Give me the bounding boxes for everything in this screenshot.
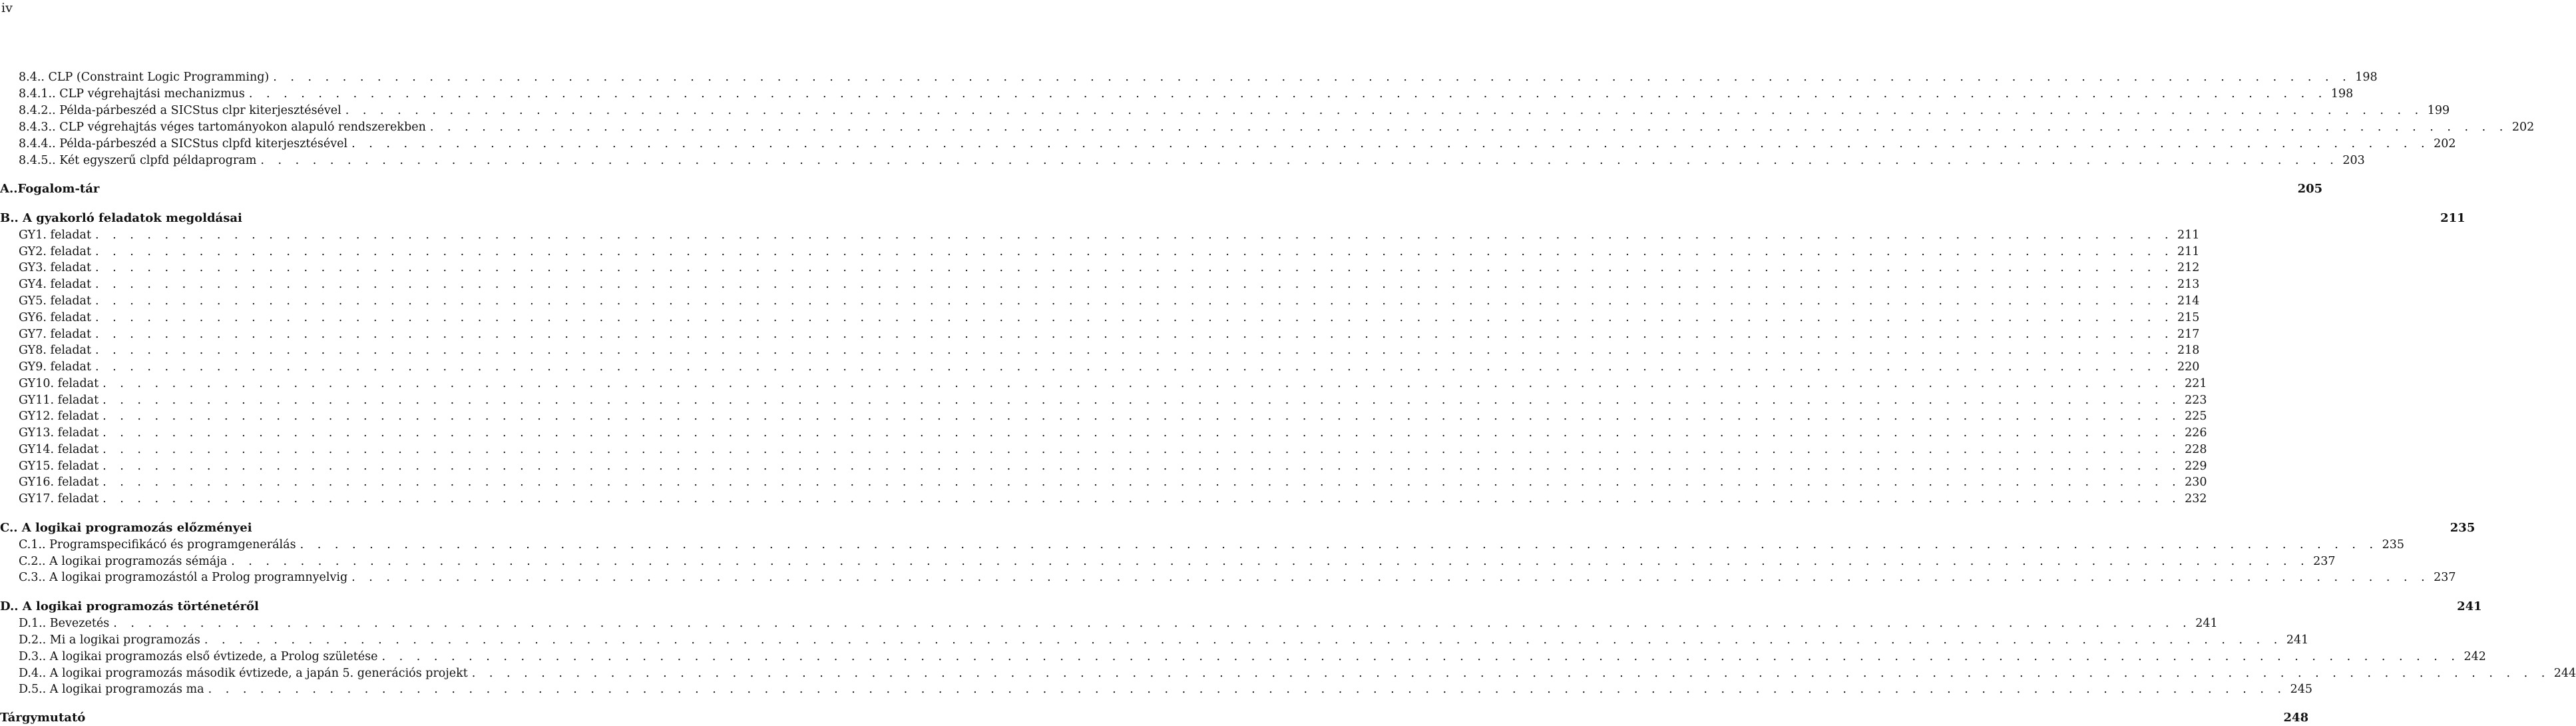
toc-page-number: 241 bbox=[2286, 633, 2309, 647]
toc-page-number: 199 bbox=[2427, 104, 2450, 117]
toc-page-number: 228 bbox=[2185, 443, 2207, 456]
toc-entry[interactable] bbox=[19, 425, 2207, 441]
dot-leader: . . . . . . . . . . . . . . . . . . . . . . . . . . . . . . . . . . . . . . . . . . . . . . . . . . . . . . . . . . . . . . . . . . . . . . . . . . . . . . . . . . . . . . . . . . . . . . . . . . . . . . . . . . . . . . . . . . . . . . . . bbox=[103, 410, 2181, 423]
toc-entry[interactable] bbox=[19, 276, 2200, 292]
dot-leader: . . . . . . . . . . . . . . . . . . . . . . . . . . . . . . . . . . . . . . . . . . . . . . . . . . . . . . . . . . . . . . . . . . . . . . . . . . . . . . . . . . . . . . . . . . . . . . . . . . . . . . . . . . . . . . . . . . . . . . . . bbox=[248, 87, 2327, 101]
toc-entry[interactable] bbox=[19, 681, 2312, 697]
toc-section-heading[interactable] bbox=[0, 599, 2482, 615]
toc-entry[interactable] bbox=[19, 326, 2200, 342]
toc-entry[interactable] bbox=[19, 342, 2200, 358]
toc-entry-title: GY1. feladat bbox=[19, 228, 92, 242]
toc-page-number: 242 bbox=[2464, 650, 2486, 663]
dot-leader: . . . . . . . . . . . . . . . . . . . . . . . . . . . . . . . . . . . . . . . . . . . . . . . . . . . . . . . . . . . . . . . . . . . . . . . . . . . . . . . . . . . . . . . . . . . . . . . . . . . . . . . . . . . . . . . . . . . . . . . . bbox=[204, 633, 2282, 647]
toc-page-number: 198 bbox=[2355, 71, 2378, 84]
toc-entry-title: GY17. feladat bbox=[19, 492, 99, 506]
toc-entry[interactable] bbox=[19, 474, 2207, 490]
toc-page-number: 241 bbox=[2195, 617, 2218, 630]
toc-entry-title: D.1.. Bevezetés bbox=[19, 617, 110, 630]
toc-page-number: 237 bbox=[2313, 555, 2336, 568]
toc-entry-title: C.2.. A logikai programozás sémája bbox=[19, 555, 228, 568]
toc-entry[interactable] bbox=[19, 665, 2576, 681]
toc-entry[interactable] bbox=[19, 119, 2535, 135]
toc-page-number: 241 bbox=[2457, 599, 2482, 613]
toc-entry[interactable] bbox=[19, 244, 2200, 260]
dot-leader: . . . . . . . . . . . . . . . . . . . . . . . . . . . . . . . . . . . . . . . . . . . . . . . . . . . . . . . . . . . . . . . . . . . . . . . . . . . . . . . . . . . . . . . . . . . . . . . . . . . . . . . . . . . . . . . . . . . . . . . . bbox=[95, 328, 2174, 341]
dot-leader: . . . . . . . . . . . . . . . . . . . . . . . . . . . . . . . . . . . . . . . . . . . . . . . . . . . . . . . . . . . . . . . . . . . . . . . . . . . . . . . . . . . . . . . . . . . . . . . . . . . . . . . . . . . . . . . . . . . . . . . . bbox=[95, 344, 2174, 357]
toc-entry-title: A..Fogalom-tár bbox=[0, 182, 100, 196]
toc-entry-title: C.. A logikai programozás előzményei bbox=[0, 521, 252, 535]
toc-page-number: 202 bbox=[2434, 137, 2456, 151]
toc-entry[interactable] bbox=[19, 86, 2354, 102]
toc-page-number: 223 bbox=[2185, 394, 2207, 407]
toc-page-number: 226 bbox=[2185, 426, 2207, 440]
toc-entry-title: D.4.. A logikai programozás második évtizede, a japán 5. generációs projekt bbox=[19, 667, 468, 680]
toc-entry[interactable] bbox=[19, 491, 2207, 507]
toc-page-number: 202 bbox=[2511, 121, 2535, 134]
dot-leader: . . . . . . . . . . . . . . . . . . . . . . . . . . . . . . . . . . . . . . . . . . . . . . . . . . . . . . . . . . . . . . . . . . . . . . . . . . . . . . . . . . . . . . . . . . . . . . . . . . . . . . . . . . . . . . . . . . . . . . . . bbox=[95, 228, 2174, 242]
toc-page-number: 232 bbox=[2185, 492, 2207, 506]
dot-leader: . . . . . . . . . . . . . . . . . . . . . . . . . . . . . . . . . . . . . . . . . . . . . . . . . . . . . . . . . . . . . . . . . . . . . . . . . . . . . . . . . . . . . . . . . . . . . . . . . . . . . . . . . . . . . . . . . . . . . . . . bbox=[103, 492, 2181, 506]
toc-page-number: 244 bbox=[2553, 667, 2576, 680]
toc-entry-title: C.3.. A logikai programozástól a Prolog programnyelvig bbox=[19, 571, 348, 584]
toc-page-number: 235 bbox=[2450, 521, 2475, 535]
toc-entry-title: 8.4.4.. Példa-párbeszéd a SICStus clpfd kiterjesztésével bbox=[19, 137, 348, 151]
toc-page-number: 217 bbox=[2177, 328, 2200, 341]
dot-leader: . . . . . . . . . . . . . . . . . . . . . . . . . . . . . . . . . . . . . . . . . . . . . . . . . . . . . . . . . . . . . . . . . . . . . . . . . . . . . . . . . . . . . . . . . . . . . . . . . . . . . . . . . . . . . . . . . . . . . . . . bbox=[471, 667, 2550, 680]
dot-leader: . . . . . . . . . . . . . . . . . . . . . . . . . . . . . . . . . . . . . . . . . . . . . . . . . . . . . . . . . . . . . . . . . . . . . . . . . . . . . . . . . . . . . . . . . . . . . . . . . . . . . . . . . . . . . . . . . . . . . . . . bbox=[300, 538, 2378, 551]
toc-page-number: 235 bbox=[2382, 538, 2404, 551]
toc-entry-title: GY16. feladat bbox=[19, 476, 99, 489]
toc-entry-title: GY10. feladat bbox=[19, 377, 99, 390]
toc-page-number: 218 bbox=[2177, 344, 2200, 357]
toc-entry-title: 8.4.. CLP (Constraint Logic Programming) bbox=[19, 71, 270, 84]
dot-leader: . . . . . . . . . . . . . . . . . . . . . . . . . . . . . . . . . . . . . . . . . . . . . . . . . . . . . . . . . . . . . . . . . . . . . . . . . . . . . . . . . . . . . . . . . . . . . . . . . . . . . . . . . . . . . . . . . . . . . . . . bbox=[95, 278, 2174, 291]
toc-entry-title: GY6. feladat bbox=[19, 311, 92, 324]
toc-entry[interactable] bbox=[19, 227, 2200, 243]
toc-entry-title: 8.4.2.. Példa-párbeszéd a SICStus clpr kiterjesztésével bbox=[19, 104, 341, 117]
toc-page-number: 212 bbox=[2177, 261, 2200, 274]
toc-entry-title: GY15. feladat bbox=[19, 460, 99, 473]
dot-leader: . . . . . . . . . . . . . . . . . . . . . . . . . . . . . . . . . . . . . . . . . . . . . . . . . . . . . . . . . . . . . . . . . . . . . . . . . . . . . . . . . . . . . . . . . . . . . . . . . . . . . . . . . . . . . . . . . . . . . . . . bbox=[208, 683, 2286, 696]
dot-leader: . . . . . . . . . . . . . . . . . . . . . . . . . . . . . . . . . . . . . . . . . . . . . . . . . . . . . . . . . . . . . . . . . . . . . . . . . . . . . . . . . . . . . . . . . . . . . . . . . . . . . . . . . . . . . . . . . . . . . . . . bbox=[103, 443, 2181, 456]
toc-entry[interactable] bbox=[19, 103, 2450, 119]
toc-entry-title: 8.4.1.. CLP végrehajtási mechanizmus bbox=[19, 87, 245, 101]
toc-entry-title: GY8. feladat bbox=[19, 344, 92, 357]
toc-section-heading[interactable] bbox=[0, 710, 2309, 726]
toc-entry[interactable] bbox=[19, 260, 2200, 276]
toc-page-number: 237 bbox=[2434, 571, 2456, 584]
toc-entry[interactable] bbox=[19, 392, 2207, 408]
toc-entry[interactable] bbox=[19, 569, 2456, 585]
toc-entry[interactable] bbox=[19, 408, 2207, 424]
toc-entry-title: GY9. feladat bbox=[19, 360, 92, 374]
toc-page-number: 203 bbox=[2342, 154, 2365, 167]
toc-page-number: 220 bbox=[2177, 360, 2200, 374]
dot-leader: . . . . . . . . . . . . . . . . . . . . . . . . . . . . . . . . . . . . . . . . . . . . . . . . . . . . . . . . . . . . . . . . . . . . . . . . . . . . . . . . . . . . . . . . . . . . . . . . . . . . . . . . . . . . . . . . . . . . . . . . bbox=[351, 571, 2430, 584]
dot-leader: . . . . . . . . . . . . . . . . . . . . . . . . . . . . . . . . . . . . . . . . . . . . . . . . . . . . . . . . . . . . . . . . . . . . . . . . . . . . . . . . . . . . . . . . . . . . . . . . . . . . . . . . . . . . . . . . . . . . . . . . bbox=[95, 245, 2174, 258]
dot-leader: . . . . . . . . . . . . . . . . . . . . . . . . . . . . . . . . . . . . . . . . . . . . . . . . . . . . . . . . . . . . . . . . . . . . . . . . . . . . . . . . . . . . . . . . . . . . . . . . . . . . . . . . . . . . . . . . . . . . . . . . bbox=[103, 426, 2181, 440]
dot-leader: . . . . . . . . . . . . . . . . . . . . . . . . . . . . . . . . . . . . . . . . . . . . . . . . . . . . . . . . . . . . . . . . . . . . . . . . . . . . . . . . . . . . . . . . . . . . . . . . . . . . . . . . . . . . . . . . . . . . . . . . bbox=[95, 294, 2174, 308]
toc-entry[interactable] bbox=[19, 136, 2456, 152]
toc-section-heading[interactable] bbox=[0, 210, 2466, 226]
toc-entry[interactable] bbox=[19, 293, 2200, 309]
dot-leader: . . . . . . . . . . . . . . . . . . . . . . . . . . . . . . . . . . . . . . . . . . . . . . . . . . . . . . . . . . . . . . . . . . . . . . . . . . . . . . . . . . . . . . . . . . . . . . . . . . . . . . . . . . . . . . . . . . . . . . . . bbox=[429, 121, 2508, 134]
toc-entry-title: B.. A gyakorló feladatok megoldásai bbox=[0, 211, 242, 225]
toc-entry-title: GY12. feladat bbox=[19, 410, 99, 423]
dot-leader: . . . . . . . . . . . . . . . . . . . . . . . . . . . . . . . . . . . . . . . . . . . . . . . . . . . . . . . . . . . . . . . . . . . . . . . . . . . . . . . . . . . . . . . . . . . . . . . . . . . . . . . . . . . . . . . . . . . . . . . . bbox=[103, 377, 2181, 390]
toc-page-number: 213 bbox=[2177, 278, 2200, 291]
toc-entry[interactable] bbox=[19, 153, 2365, 169]
toc-entry-title: GY13. feladat bbox=[19, 426, 99, 440]
dot-leader: . . . . . . . . . . . . . . . . . . . . . . . . . . . . . . . . . . . . . . . . . . . . . . . . . . . . . . . . . . . . . . . . . . . . . . . . . . . . . . . . . . . . . . . . . . . . . . . . . . . . . . . . . . . . . . . . . . . . . . . . bbox=[103, 394, 2181, 407]
toc-page-number: 215 bbox=[2177, 311, 2200, 324]
toc-entry[interactable] bbox=[19, 615, 2218, 631]
toc-page-number: 248 bbox=[2283, 711, 2309, 725]
toc-entry[interactable] bbox=[19, 553, 2336, 569]
dot-leader: . . . . . . . . . . . . . . . . . . . . . . . . . . . . . . . . . . . . . . . . . . . . . . . . . . . . . . . . . . . . . . . . . . . . . . . . . . . . . . . . . . . . . . . . . . . . . . . . . . . . . . . . . . . . . . . . . . . . . . . . bbox=[351, 137, 2430, 151]
toc-entry[interactable] bbox=[19, 359, 2200, 375]
toc-entry-title: 8.4.5.. Két egyszerű clpfd példaprogram bbox=[19, 154, 257, 167]
dot-leader: . . . . . . . . . . . . . . . . . . . . . . . . . . . . . . . . . . . . . . . . . . . . . . . . . . . . . . . . . . . . . . . . . . . . . . . . . . . . . . . . . . . . . . . . . . . . . . . . . . . . . . . . . . . . . . . . . . . . . . . . bbox=[231, 555, 2310, 568]
toc-entry[interactable] bbox=[19, 310, 2200, 326]
toc-entry-title: 8.4.3.. CLP végrehajtás véges tartományokon alapuló rendszerekben bbox=[19, 121, 426, 134]
dot-leader: . . . . . . . . . . . . . . . . . . . . . . . . . . . . . . . . . . . . . . . . . . . . . . . . . . . . . . . . . . . . . . . . . . . . . . . . . . . . . . . . . . . . . . . . . . . . . . . . . . . . . . . . . . . . . . . . . . . . . . . . bbox=[103, 460, 2181, 473]
toc-entry-title: D.. A logikai programozás történetéről bbox=[0, 599, 259, 613]
page-number: iv bbox=[1, 1, 13, 15]
toc-entry-title: C.1.. Programspecifikácó és programgenerálás bbox=[19, 538, 296, 551]
toc-entry[interactable] bbox=[19, 442, 2207, 458]
dot-leader: . . . . . . . . . . . . . . . . . . . . . . . . . . . . . . . . . . . . . . . . . . . . . . . . . . . . . . . . . . . . . . . . . . . . . . . . . . . . . . . . . . . . . . . . . . . . . . . . . . . . . . . . . . . . . . . . . . . . . . . . bbox=[95, 311, 2174, 324]
toc-page-number: 229 bbox=[2185, 460, 2207, 473]
toc-page-number: 205 bbox=[2297, 182, 2323, 196]
toc-page-number: 221 bbox=[2185, 377, 2207, 390]
dot-leader: . . . . . . . . . . . . . . . . . . . . . . . . . . . . . . . . . . . . . . . . . . . . . . . . . . . . . . . . . . . . . . . . . . . . . . . . . . . . . . . . . . . . . . . . . . . . . . . . . . . . . . . . . . . . . . . . . . . . . . . . bbox=[260, 154, 2339, 167]
toc-entry[interactable] bbox=[19, 69, 2378, 85]
toc-section-heading[interactable] bbox=[0, 181, 2323, 197]
toc-page-number: 230 bbox=[2185, 476, 2207, 489]
toc-entry-title: GY3. feladat bbox=[19, 261, 92, 274]
dot-leader: . . . . . . . . . . . . . . . . . . . . . . . . . . . . . . . . . . . . . . . . . . . . . . . . . . . . . . . . . . . . . . . . . . . . . . . . . . . . . . . . . . . . . . . . . . . . . . . . . . . . . . . . . . . . . . . . . . . . . . . . bbox=[345, 104, 2424, 117]
toc-entry-title: D.5.. A logikai programozás ma bbox=[19, 683, 204, 696]
toc-entry-title: GY2. feladat bbox=[19, 245, 92, 258]
toc-entry-title: GY11. feladat bbox=[19, 394, 99, 407]
toc-entry[interactable] bbox=[19, 632, 2309, 648]
dot-leader: . . . . . . . . . . . . . . . . . . . . . . . . . . . . . . . . . . . . . . . . . . . . . . . . . . . . . . . . . . . . . . . . . . . . . . . . . . . . . . . . . . . . . . . . . . . . . . . . . . . . . . . . . . . . . . . . . . . . . . . . bbox=[381, 650, 2460, 663]
toc-section-heading[interactable] bbox=[0, 520, 2475, 536]
toc-page-number: 198 bbox=[2330, 87, 2354, 101]
toc-entry-title: GY4. feladat bbox=[19, 278, 92, 291]
toc-page-number: 211 bbox=[2177, 228, 2200, 242]
toc-entry[interactable] bbox=[19, 649, 2486, 665]
toc-page-number: 214 bbox=[2177, 294, 2200, 308]
toc-entry[interactable] bbox=[19, 458, 2207, 474]
toc-page-number: 211 bbox=[2177, 245, 2200, 258]
toc-entry-title: GY5. feladat bbox=[19, 294, 92, 308]
toc-page-number: 245 bbox=[2290, 683, 2312, 696]
dot-leader: . . . . . . . . . . . . . . . . . . . . . . . . . . . . . . . . . . . . . . . . . . . . . . . . . . . . . . . . . . . . . . . . . . . . . . . . . . . . . . . . . . . . . . . . . . . . . . . . . . . . . . . . . . . . . . . . . . . . . . . . bbox=[95, 261, 2174, 274]
toc-entry[interactable] bbox=[19, 537, 2404, 553]
toc-entry-title: Tárgymutató bbox=[0, 711, 86, 725]
toc-entry-title: D.2.. Mi a logikai programozás bbox=[19, 633, 200, 647]
toc-page-number: 225 bbox=[2185, 410, 2207, 423]
toc-entry-title: D.3.. A logikai programozás első évtizede, a Prolog születése bbox=[19, 650, 378, 663]
toc-entry-title: GY14. feladat bbox=[19, 443, 99, 456]
toc-entry[interactable] bbox=[19, 376, 2207, 392]
dot-leader: . . . . . . . . . . . . . . . . . . . . . . . . . . . . . . . . . . . . . . . . . . . . . . . . . . . . . . . . . . . . . . . . . . . . . . . . . . . . . . . . . . . . . . . . . . . . . . . . . . . . . . . . . . . . . . . . . . . . . . . . bbox=[273, 71, 2352, 84]
toc-entry-title: GY7. feladat bbox=[19, 328, 92, 341]
dot-leader: . . . . . . . . . . . . . . . . . . . . . . . . . . . . . . . . . . . . . . . . . . . . . . . . . . . . . . . . . . . . . . . . . . . . . . . . . . . . . . . . . . . . . . . . . . . . . . . . . . . . . . . . . . . . . . . . . . . . . . . . bbox=[113, 617, 2192, 630]
toc-page-number: 211 bbox=[2440, 211, 2466, 225]
dot-leader: . . . . . . . . . . . . . . . . . . . . . . . . . . . . . . . . . . . . . . . . . . . . . . . . . . . . . . . . . . . . . . . . . . . . . . . . . . . . . . . . . . . . . . . . . . . . . . . . . . . . . . . . . . . . . . . . . . . . . . . . bbox=[103, 476, 2181, 489]
dot-leader: . . . . . . . . . . . . . . . . . . . . . . . . . . . . . . . . . . . . . . . . . . . . . . . . . . . . . . . . . . . . . . . . . . . . . . . . . . . . . . . . . . . . . . . . . . . . . . . . . . . . . . . . . . . . . . . . . . . . . . . . bbox=[95, 360, 2174, 374]
